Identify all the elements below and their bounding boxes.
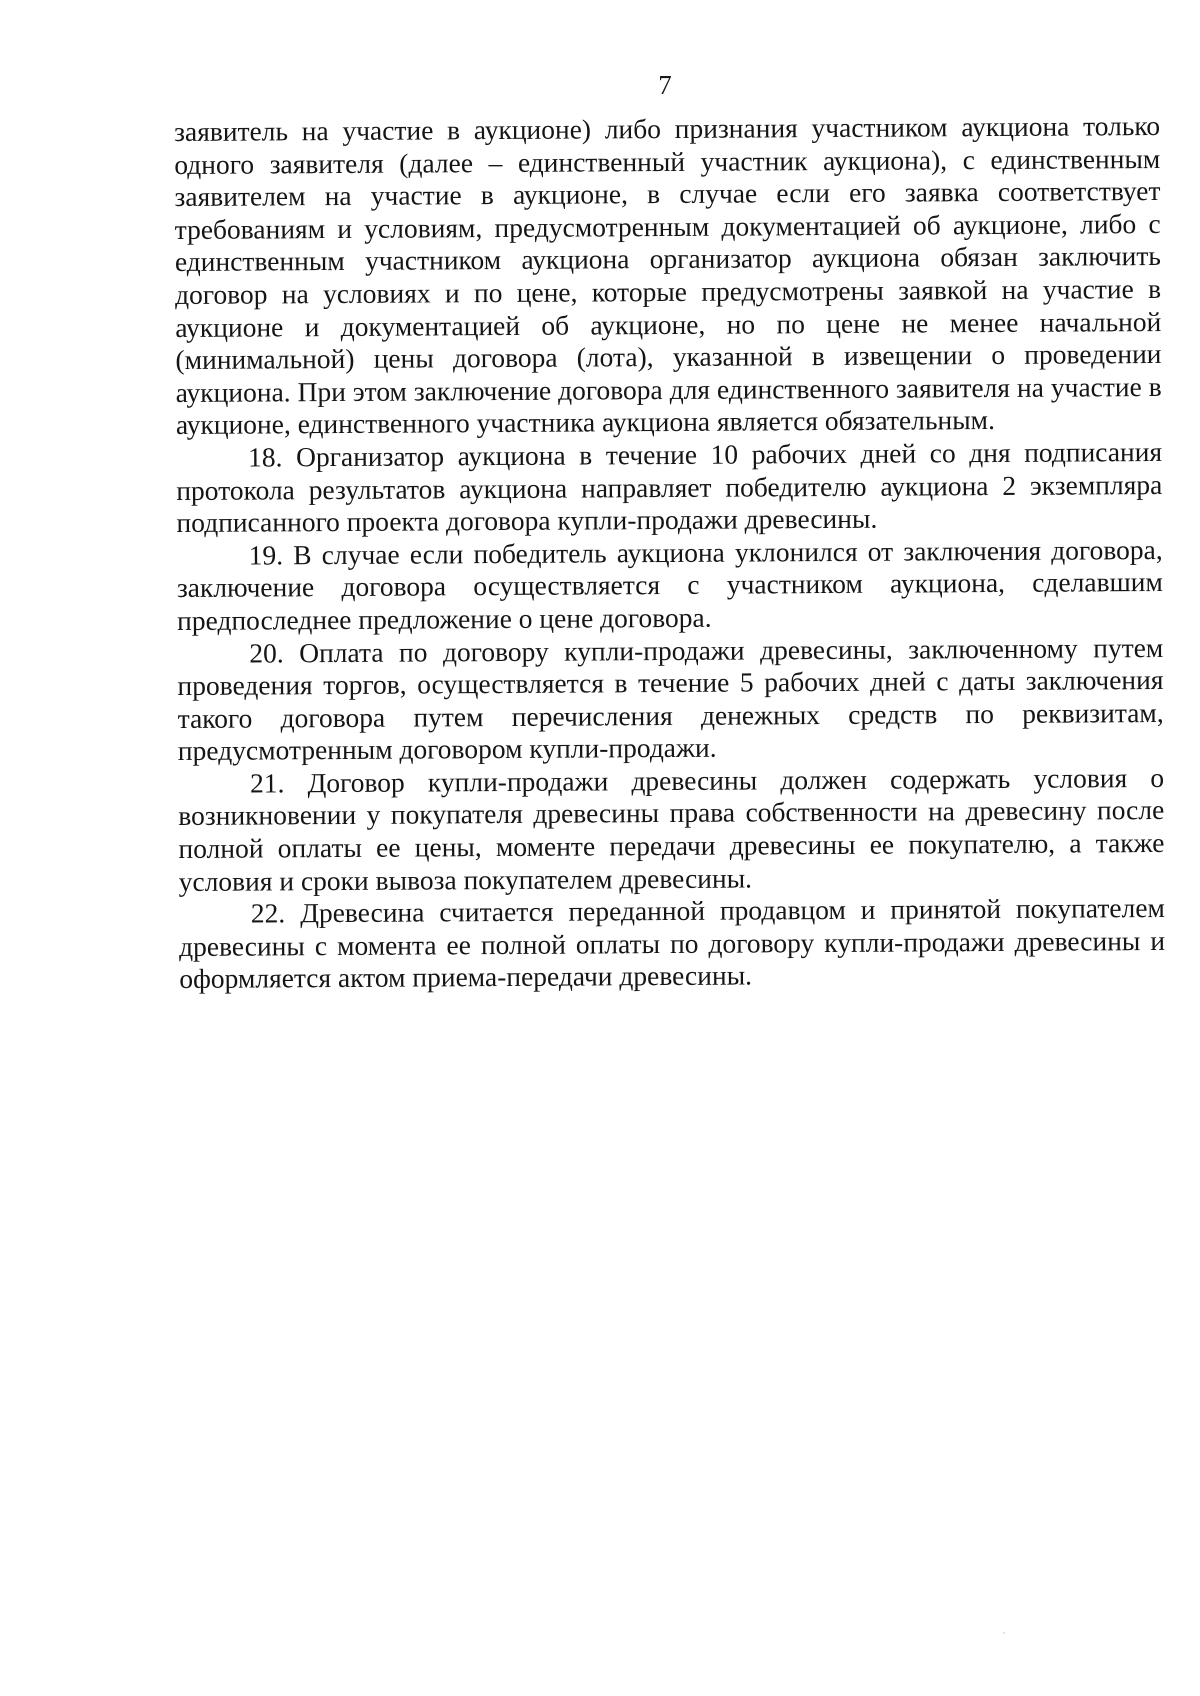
paragraph-text: Договор купли-продажи древесины должен содержать условия о возникновении у покупателя древесины права собственности на древесину после полной оплаты ее цены, моменте передачи древесины ее покупателю, а также условия и сроки вывоза покупателем древесины. [178,761,1165,897]
page-number: 7 [658,70,672,100]
paragraph-text: В случае если победитель аукциона уклонился от заключения договора, заключение договора осуществляется с участником аукциона, сделавшим предпоследнее предложение о цене договора. [176,533,1163,636]
paragraph-number: 21. [249,767,285,799]
paragraph-number: 22. [250,897,286,929]
continued-paragraph [174,110,1162,442]
paragraph-text: Оплата по договору купли-продажи древесины, заключенному путем проведения торгов, осуществляется в течение 5 рабочих дней с даты заключения такого договора путем перечисления денежных средств по реквизитам, предусмотренным договором купли-продажи. [177,631,1164,767]
paragraph-number: 19. [248,539,284,571]
document-body [174,110,1165,996]
paragraph-number: 18. [247,441,283,473]
paragraph-text: Древесина считается переданной продавцом и принятой покупателем древесины с момента ее полной оплаты по договору купли-продажи древесины и оформляется актом приема-передачи древесины. [178,892,1166,995]
paragraph-22 [179,892,1166,996]
paragraph-19 [177,534,1164,638]
paragraph-text: заявитель на участие в аукционе) либо признания участником аукциона только одного заявителя (далее – единственный участник аукциона), с единственным заявителем на участие в аукционе, в случае если его заявка соответствует требованиям и условиям, предусмотренным документацией об аукционе, либо с единственным участником аукциона организатор аукциона обязан заключить договор на условиях и по цене, которые предусмотрены заявкой на участие в аукционе и документацией об аукционе, но по цене не менее начальной (минимальной) цены договора (лота), указанной в извещении о проведении аукциона. При этом заключение договора для единственного заявителя на участие в аукционе, единственного участника аукциона является обязательным. [174,109,1162,441]
paragraph-20 [177,631,1164,767]
paragraph-21 [178,762,1165,898]
paragraph-18 [176,436,1163,540]
paragraph-number: 20. [249,636,284,669]
scan-speck [1003,1632,1005,1634]
paragraph-text: Организатор аукциона в течение 10 рабочих дней со дня подписания протокола результатов аукциона направляет победителю аукциона 2 экземпляра подписанного проекта договора купли-продажи древесины. [176,435,1163,539]
